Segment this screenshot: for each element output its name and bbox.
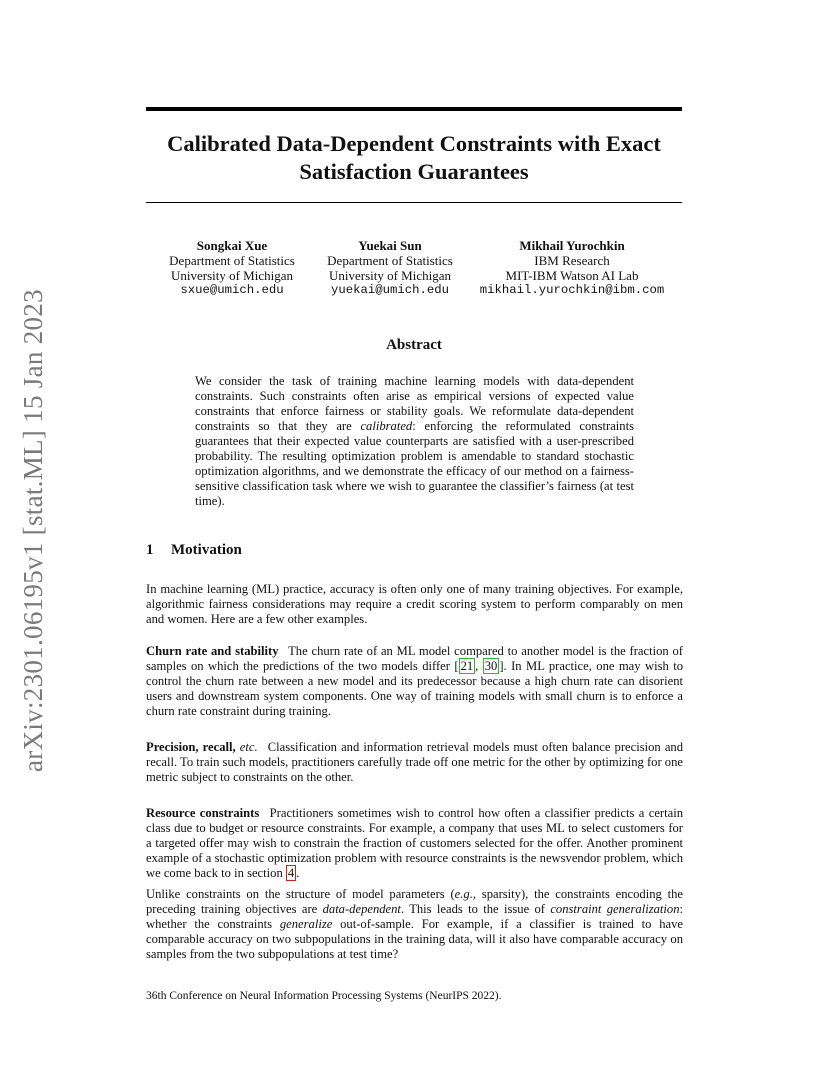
abstract-heading: Abstract bbox=[386, 337, 442, 353]
author-1 bbox=[146, 238, 318, 298]
author-2 bbox=[318, 238, 462, 298]
author-affiliation: University of Michigan bbox=[170, 268, 294, 283]
abstract-text bbox=[195, 374, 634, 509]
abstract-emphasis: calibrated bbox=[360, 419, 413, 433]
section-title: Motivation bbox=[171, 542, 242, 558]
paragraph-text: . This leads to the issue of bbox=[400, 902, 551, 916]
abstract-text-part: We consider the task of training machine learning models with data-dependent constraints. Such constraints often arise as empirical versions of expected value constraints that enforce fairness or stability goals. We reformulate data-dependent constraints so that they are bbox=[195, 374, 634, 433]
paragraph-emphasis: e.g. bbox=[454, 887, 473, 901]
paragraph-text: , sparsity), the constraints encoding the preceding training objectives are bbox=[146, 887, 683, 916]
author-name: Mikhail Yurochkin bbox=[519, 238, 625, 253]
paragraph-text: out-of-sample. For example, if a classifier is trained to have comparable accuracy on two subpopulations in the training data, will it also have comparable accuracy on samples from the two subpopulations at test time? bbox=[146, 917, 683, 961]
paragraph-heading: Churn rate and stability bbox=[146, 644, 279, 658]
paragraph-intro: In machine learning (ML) practice, accuracy is often only one of many training objectives. For example, algorithmic fairness considerations may require a credit scoring system to perform comparably on men and women. Here are a few other examples. bbox=[146, 582, 683, 626]
paragraph-text: : whether the constraints bbox=[146, 902, 683, 931]
title-bottom-rule bbox=[146, 202, 682, 203]
paper-title: Calibrated Data-Dependent Constraints with Exact Satisfaction Guarantees bbox=[167, 131, 661, 184]
section-heading bbox=[146, 542, 242, 559]
paragraph-text: The churn rate of an ML model compared to another model is the fraction of samples on which the predictions of the two models differ [ bbox=[146, 644, 683, 673]
citation-link[interactable]: 21 bbox=[460, 659, 474, 673]
arxiv-identifier: arXiv:2301.06195v1 [stat.ML] 15 Jan 2023 bbox=[18, 289, 48, 772]
author-block bbox=[146, 238, 682, 308]
abstract-text-part: : enforcing the reformulated constraints guarantees that their expected value counterparts are satisfied with a user-prescribed probability. The resulting optimization problem is amendable to standard stochastic optimization algorithms, and we demonstrate the efficacy of our method on a fairness-sensitive classification task where we wish to guarantee the classifier’s fairness (at test time). bbox=[195, 419, 634, 508]
title-top-rule bbox=[146, 107, 682, 111]
paragraph-precision-recall bbox=[146, 740, 683, 785]
author-email[interactable]: sxue@umich.edu bbox=[180, 283, 284, 297]
paragraph-text: ]. In ML practice, one may wish to control the churn rate between a new model and its predecessor because a high churn rate can disorient users and downstream system components. One way of training models with small churn is to enforce a churn rate constraint during training. bbox=[146, 659, 683, 718]
author-name: Yuekai Sun bbox=[358, 238, 422, 253]
paragraph-text: . bbox=[296, 866, 300, 880]
paragraph-generalization bbox=[146, 887, 683, 962]
author-email[interactable]: yuekai@umich.edu bbox=[330, 283, 450, 297]
section-number: 1 bbox=[146, 542, 154, 558]
author-email[interactable]: mikhail.yurochkin@ibm.com bbox=[479, 283, 665, 297]
paragraph-emphasis: constraint generalization bbox=[550, 902, 680, 916]
paragraph-emphasis: data-dependent bbox=[322, 902, 401, 916]
paragraph-heading: Resource constraints bbox=[146, 806, 260, 820]
paragraph-heading-emphasis: etc. bbox=[239, 740, 258, 754]
paragraph-emphasis: generalize bbox=[279, 917, 333, 931]
author-affiliation: MIT-IBM Watson AI Lab bbox=[505, 268, 639, 283]
footer-conference-note: 36th Conference on Neural Information Processing Systems (NeurIPS 2022). bbox=[146, 990, 502, 1002]
author-affiliation: Department of Statistics bbox=[327, 253, 453, 268]
citation-link[interactable]: 30 bbox=[484, 659, 498, 673]
author-name: Songkai Xue bbox=[196, 238, 268, 253]
author-3 bbox=[462, 238, 682, 298]
author-affiliation: Department of Statistics bbox=[169, 253, 295, 268]
paragraph-text: Unlike constraints on the structure of model parameters ( bbox=[146, 887, 455, 901]
author-affiliation: University of Michigan bbox=[328, 268, 452, 283]
author-affiliation: IBM Research bbox=[534, 253, 610, 268]
paragraph-text: Classification and information retrieval models must often balance precision and recall. To train such models, practitioners carefully trade off one metric for the other by optimizing for one metric subject to constraints on the other. bbox=[146, 740, 683, 784]
paragraph-text: Practitioners sometimes wish to control how often a classifier predicts a certain class due to budget or resource constraints. For example, a company that uses ML to select customers for a targeted offer may wish to constrain the fraction of customers selected for the offer. Another prominent example of a stochastic optimization problem with resource constraints is the newsvendor problem, which we come back to in section bbox=[146, 806, 683, 880]
paragraph-churn bbox=[146, 644, 683, 719]
paragraph-resource bbox=[146, 806, 683, 881]
section-reference-link[interactable]: 4 bbox=[287, 866, 295, 880]
paragraph-text: , bbox=[475, 659, 483, 673]
paragraph-heading: Precision, recall, bbox=[146, 740, 236, 754]
